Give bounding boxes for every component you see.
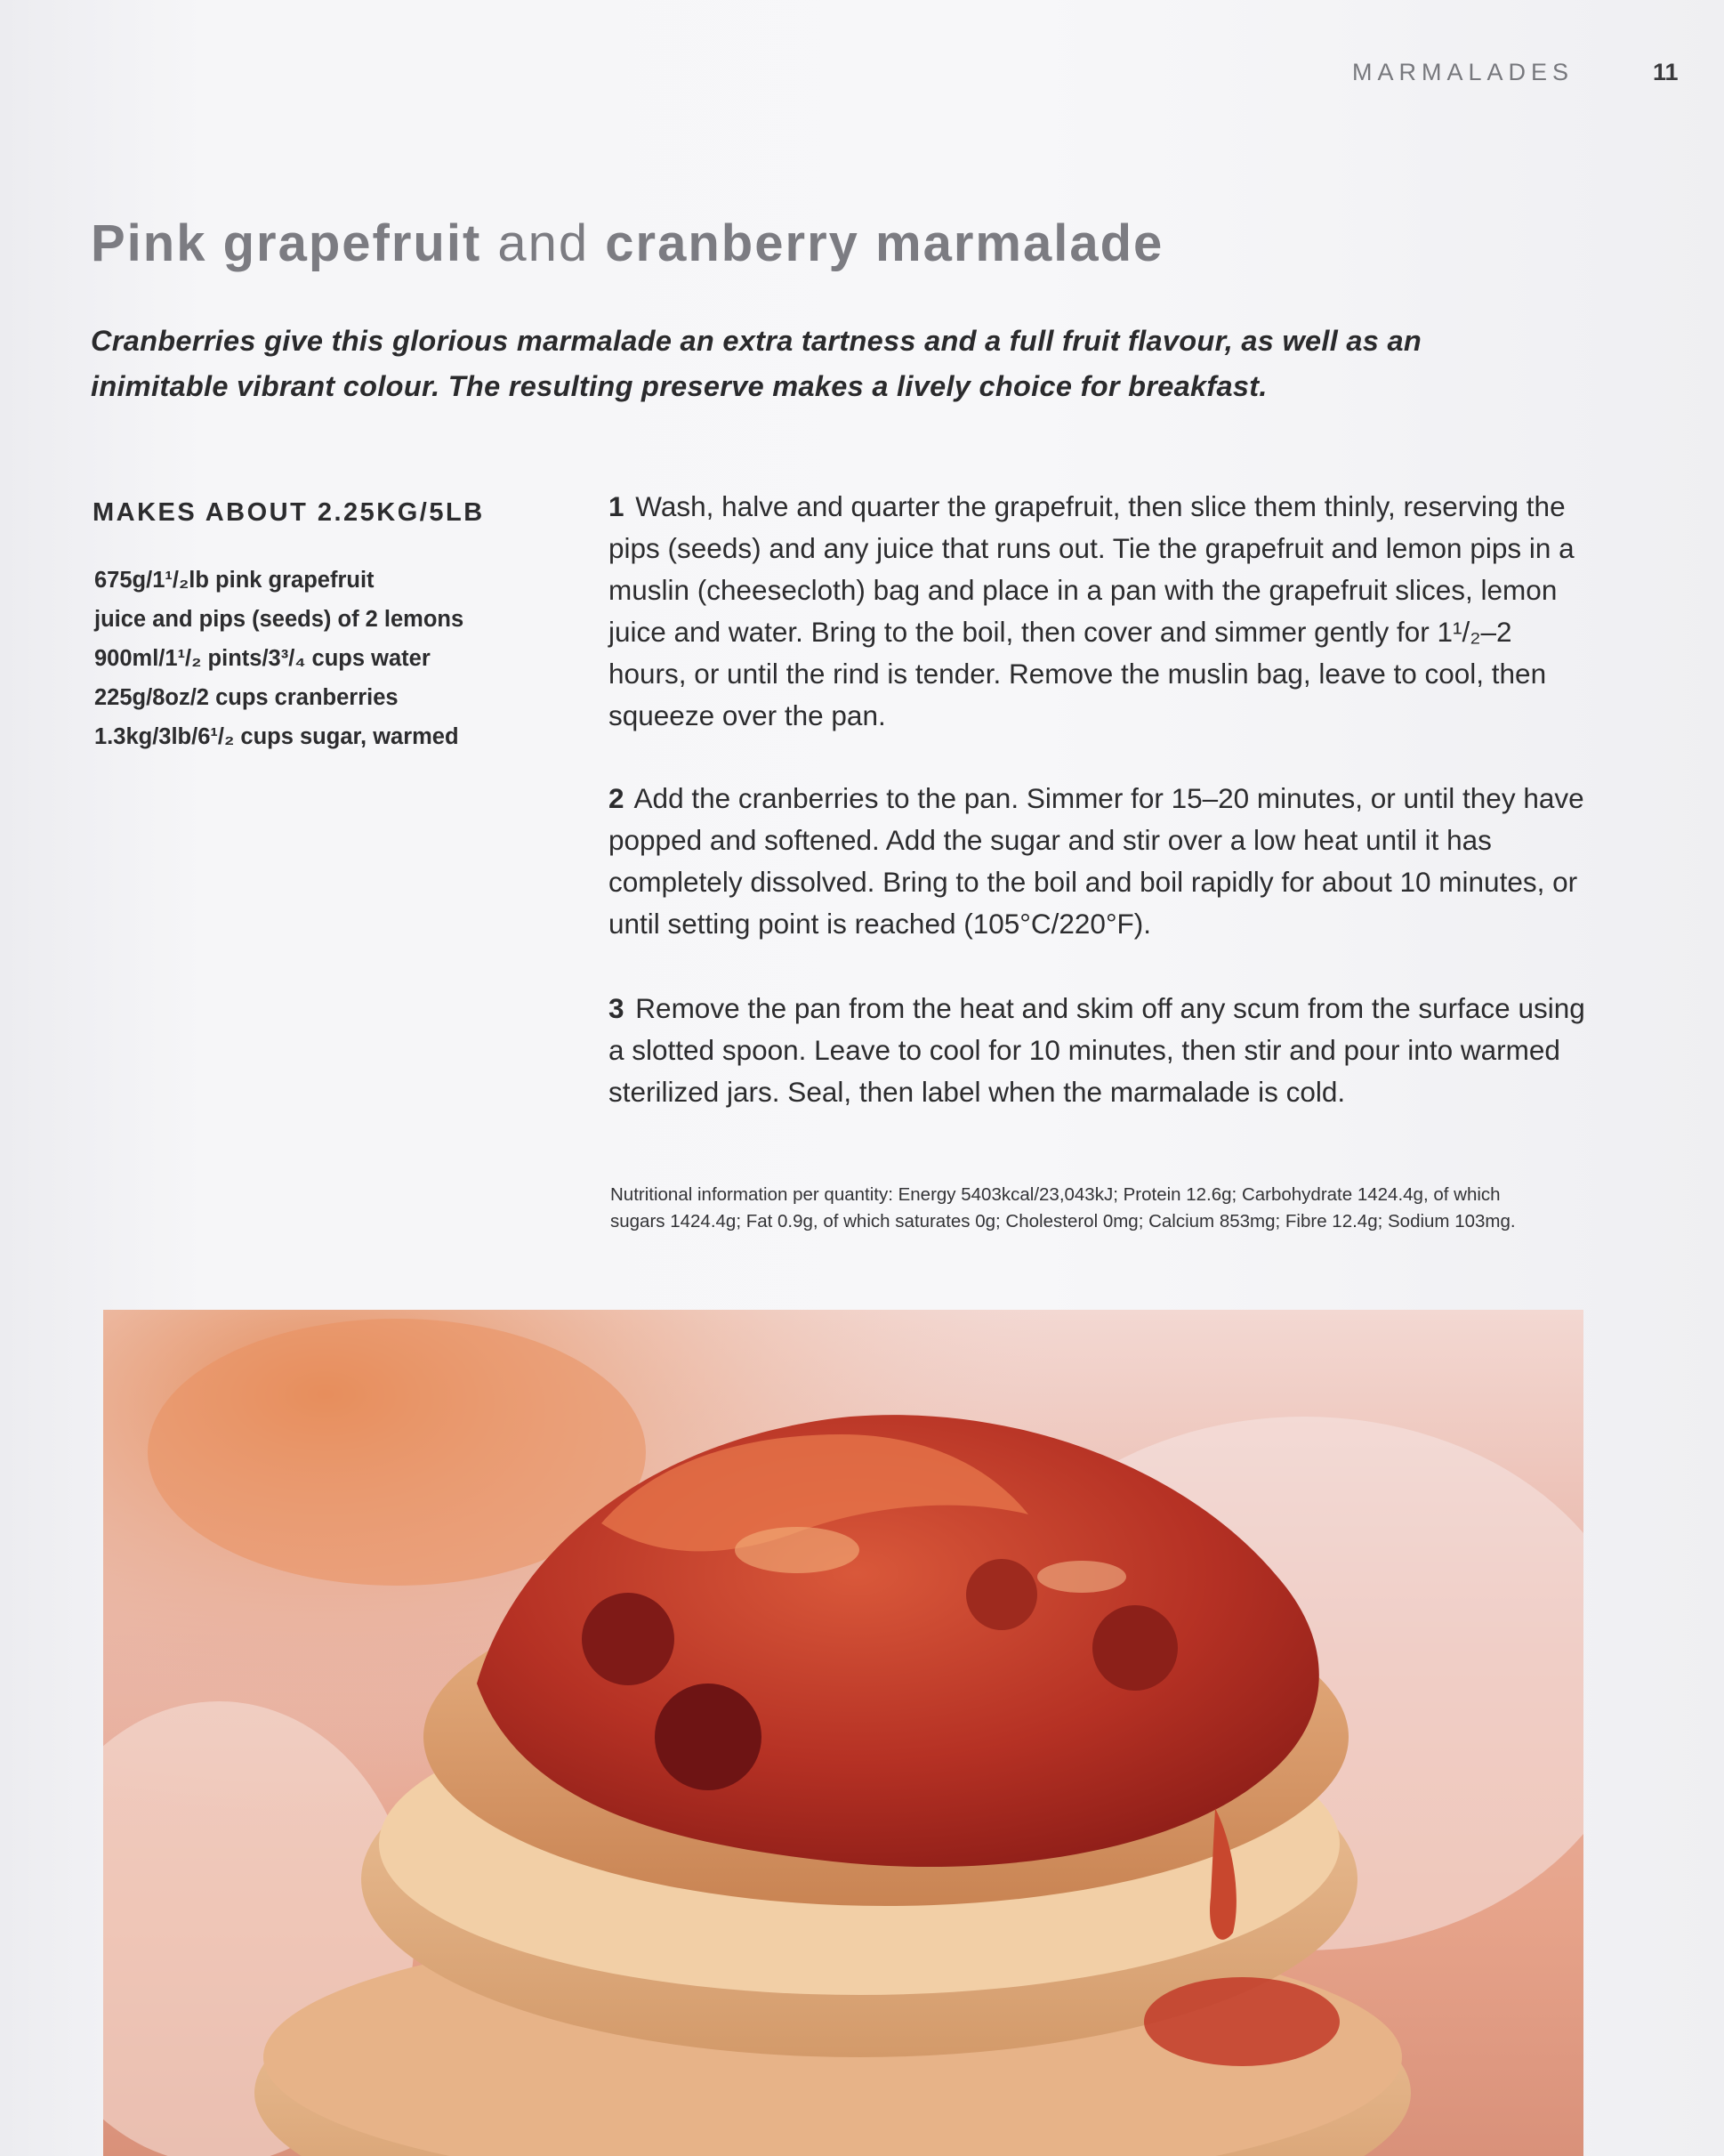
method-step-3 <box>608 988 1587 1113</box>
ingredient-item: 1.3kg/3lb/6¹/₂ cups sugar, warmed <box>94 724 459 749</box>
recipe-yield: MAKES ABOUT 2.25KG/5LB <box>93 498 485 527</box>
method-step-1 <box>608 486 1587 737</box>
ingredient-item: 675g/1¹/₂lb pink grapefruit <box>94 568 375 593</box>
nutrition-info: Nutritional information per quantity: Energy 5403kcal/23,043kJ; Protein 12.6g; Carbohydrate 1424.4g, of which sugars 1424.4g; Fat 0.9g, of which saturates 0g; Cholesterol 0mg; Calcium 853mg; Fibre 12.4g; Sodium 103mg. <box>610 1184 1516 1231</box>
title-part-marmalade: cranberry marmalade <box>605 214 1164 272</box>
ingredient-item: 900ml/1¹/₂ pints/3³/₄ cups water <box>94 646 431 671</box>
step-text: Add the cranberries to the pan. Simmer for 15–20 minutes, or until they have popped and softened. Add the sugar and stir over a low heat until it has completely dissolved. Bring to the boil and boil rapidly for about 10 minutes, or until setting point is reached (105°C/220°F). <box>608 782 1584 940</box>
step-text: Wash, halve and quarter the grapefruit, then slice them thinly, reserving the pips (seeds) and any juice that runs out. Tie the grapefruit and lemon pips in a muslin (cheesecloth) bag and place in a pan with the grapefruit slices, lemon juice and water. Bring to the boil, then cover and simmer gently for 1¹/₂–2 hours, or until the rind is tender. Remove the muslin bag, leave to cool, then squeeze over the pan. <box>608 490 1575 731</box>
method-step-2 <box>608 778 1587 945</box>
title-connector: and <box>481 214 606 272</box>
recipe-title <box>91 214 1164 273</box>
recipe-photo <box>103 1310 1583 2156</box>
step-number: 1 <box>608 490 624 522</box>
step-text: Remove the pan from the heat and skim off any scum from the surface using a slotted spoon. Leave to cool for 10 minutes, then stir and pour into warmed sterilized jars. Seal, then label when the marmalade is cold. <box>608 992 1585 1108</box>
recipe-intro: Cranberries give this glorious marmalade an extra tartness and a full fruit flavour, as well as an inimitable vibrant colour. The resulting preserve makes a lively choice for breakfast. <box>91 325 1422 402</box>
ingredient-item: 225g/8oz/2 cups cranberries <box>94 685 399 710</box>
running-head: MARMALADES <box>1352 59 1575 85</box>
muffin-marmalade-illustration <box>103 1310 1583 2156</box>
step-number: 2 <box>608 782 624 814</box>
step-number: 3 <box>608 992 624 1024</box>
page-number: 11 <box>1653 59 1679 85</box>
title-part-grapefruit: Pink grapefruit <box>91 214 482 272</box>
ingredient-list <box>94 561 557 756</box>
ingredient-item: juice and pips (seeds) of 2 lemons <box>94 607 464 632</box>
